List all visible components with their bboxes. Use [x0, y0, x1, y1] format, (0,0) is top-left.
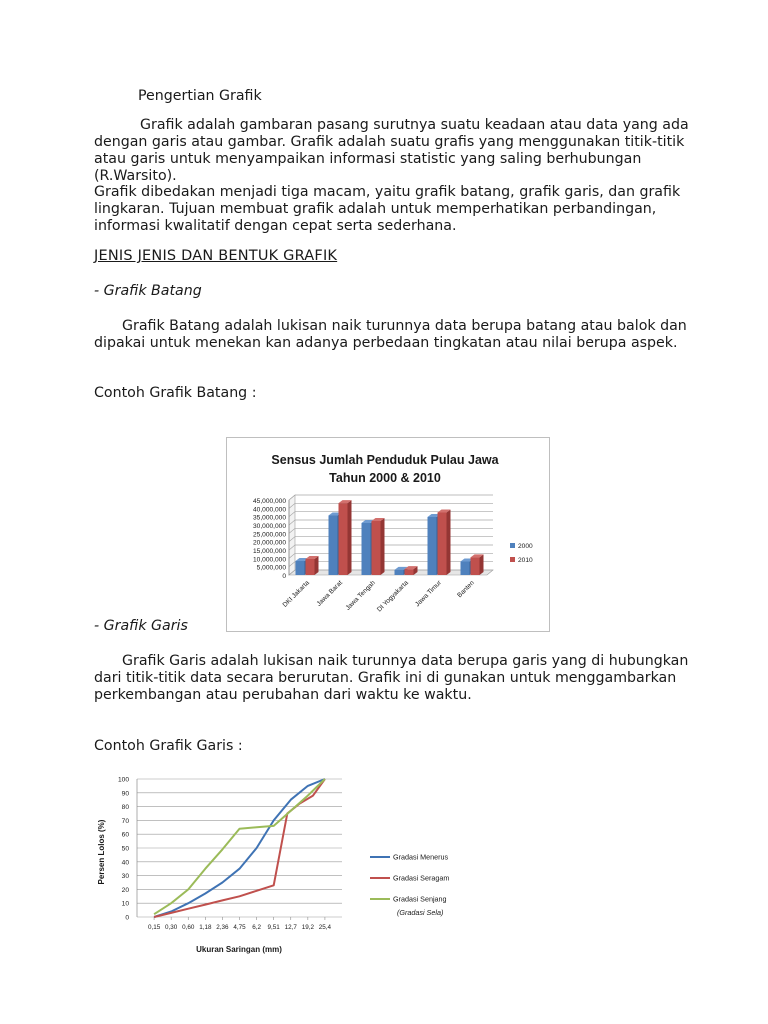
line-y-tick-label: 70 [121, 817, 129, 825]
bar-2010 [471, 557, 480, 575]
line-x-tick-label: 0,30 [165, 924, 178, 931]
line-x-tick-label: 25,4 [318, 924, 332, 931]
legend-label: 2010 [518, 557, 533, 564]
legend-swatch [510, 557, 515, 562]
line-chart-xlabel: Ukuran Saringan (mm) [196, 945, 282, 954]
bar-2000 [395, 570, 404, 575]
line-chart-example-label: Contoh Grafik Garis : [94, 738, 243, 754]
bar-y-tick-label: 35,000,000 [252, 514, 286, 522]
bar-chart-frame [226, 437, 550, 632]
line-legend-note: (Gradasi Sela) [397, 908, 444, 917]
bar-x-tick-label: DI Yogyakarta [375, 579, 410, 614]
line-chart [92, 770, 482, 962]
bar-chart-title: Sensus Jumlah Penduduk Pulau Jawa [271, 453, 499, 467]
section-heading: JENIS JENIS DAN BENTUK GRAFIK [94, 248, 338, 264]
bar-y-tick-label: 25,000,000 [252, 531, 286, 539]
line-y-tick-label: 90 [121, 790, 129, 798]
line-x-tick-label: 0,60 [182, 924, 195, 931]
line-y-tick-label: 50 [121, 845, 129, 853]
line-legend-label: Gradasi Seragam [393, 873, 450, 883]
bar-2010 [405, 569, 414, 575]
bar-x-tick-label: DKI Jakarta [281, 579, 311, 609]
line-x-tick-label: 9,51 [267, 924, 280, 931]
bar-2010 [438, 513, 447, 576]
bar-chart-example-label: Contoh Grafik Batang : [94, 385, 257, 401]
bar-y-tick-label: 20,000,000 [252, 539, 286, 547]
bar-y-tick-label: 10,000,000 [252, 556, 286, 564]
bar-chart-description: Grafik Batang adalah lukisan naik turunnya data berupa batang atau balok dan dipakai untuk menekan kan adanya perbedaan tingkatan atau nilai berupa aspek. [94, 318, 687, 351]
bar-2000 [362, 523, 371, 575]
line-x-tick-label: 4,75 [233, 924, 246, 931]
bar-side [447, 510, 451, 576]
bar-y-tick-label: 30,000,000 [252, 523, 286, 530]
line-x-tick-label: 2,36 [216, 924, 229, 931]
bar-2000 [461, 562, 470, 576]
line-chart-ylabel: Persen Lolos (%) [97, 819, 106, 885]
line-chart-heading: - Grafik Garis [94, 618, 188, 634]
line-chart-frame [92, 770, 482, 962]
bar-x-tick-label: Banten [456, 579, 476, 600]
bar-chart-subtitle: Tahun 2000 & 2010 [329, 471, 441, 485]
line-x-tick-label: 12,7 [284, 924, 297, 931]
bar-side-wall [289, 495, 295, 575]
line-y-tick-label: 30 [121, 873, 129, 881]
bar-side [348, 500, 352, 575]
line-series-2 [154, 779, 325, 914]
line-x-tick-label: 1,18 [199, 924, 212, 931]
line-x-tick-label: 19,2 [301, 924, 314, 931]
bar-x-tick-label: Jawa Barat [315, 579, 344, 608]
line-x-tick-label: 6,2 [252, 924, 261, 931]
line-y-tick-label: 0 [125, 914, 129, 922]
line-y-tick-label: 20 [121, 886, 129, 894]
bar-y-tick-label: 0 [282, 573, 286, 580]
legend-swatch [510, 543, 515, 548]
line-legend-label: Gradasi Menerus [393, 852, 449, 862]
bar-x-tick-label: Jawa Timur [414, 579, 443, 609]
bar-2010 [372, 521, 381, 575]
bar-2010 [306, 559, 315, 575]
bar-side [480, 554, 484, 575]
bar-side [381, 518, 385, 575]
line-y-tick-label: 100 [117, 776, 129, 784]
bar-2000 [329, 516, 338, 576]
bar-2010 [339, 503, 348, 575]
bar-y-tick-label: 15,000,000 [252, 548, 286, 555]
bar-y-tick-label: 5,000,000 [256, 564, 286, 572]
bar-2000 [428, 517, 437, 575]
bar-chart [227, 438, 549, 631]
bar-x-tick-label: Jawa Tengah [344, 579, 377, 612]
line-y-tick-label: 10 [121, 900, 129, 908]
bar-2000 [296, 561, 305, 575]
bar-side [315, 556, 319, 575]
line-chart-description: Grafik Garis adalah lukisan naik turunnya data berupa garis yang di hubungkan dari titik-titik data secara berurutan. Grafik ini di gunakan untuk menggambarkan perkembangan atau perubahan dari waktu ke waktu. [94, 653, 689, 703]
line-y-tick-label: 40 [121, 859, 129, 867]
line-y-tick-label: 60 [121, 831, 129, 839]
bar-y-tick-label: 40,000,000 [252, 506, 286, 514]
page-title: Pengertian Grafik [138, 88, 262, 104]
line-x-tick-label: 0,15 [147, 924, 161, 931]
intro-paragraph-1: Grafik adalah gambaran pasang surutnya suatu keadaan atau data yang ada dengan garis atau gambar. Grafik adalah suatu grafis yang menggunakan titik-titik atau garis untuk menyampaikan informasi statistic yang saling berhubungan (R.Warsito). [94, 117, 689, 184]
line-y-tick-label: 80 [121, 804, 129, 812]
bar-y-tick-label: 45,000,000 [252, 498, 286, 505]
bar-chart-heading: - Grafik Batang [94, 283, 202, 299]
line-legend-label: Gradasi Senjang [393, 894, 447, 904]
intro-paragraph-2: Grafik dibedakan menjadi tiga macam, yaitu grafik batang, grafik garis, dan grafik lingkaran. Tujuan membuat grafik adalah untuk memperhatikan perbandingan, informasi kwalitatif dengan cepat serta sederhana. [94, 184, 681, 234]
legend-label: 2000 [518, 543, 533, 550]
